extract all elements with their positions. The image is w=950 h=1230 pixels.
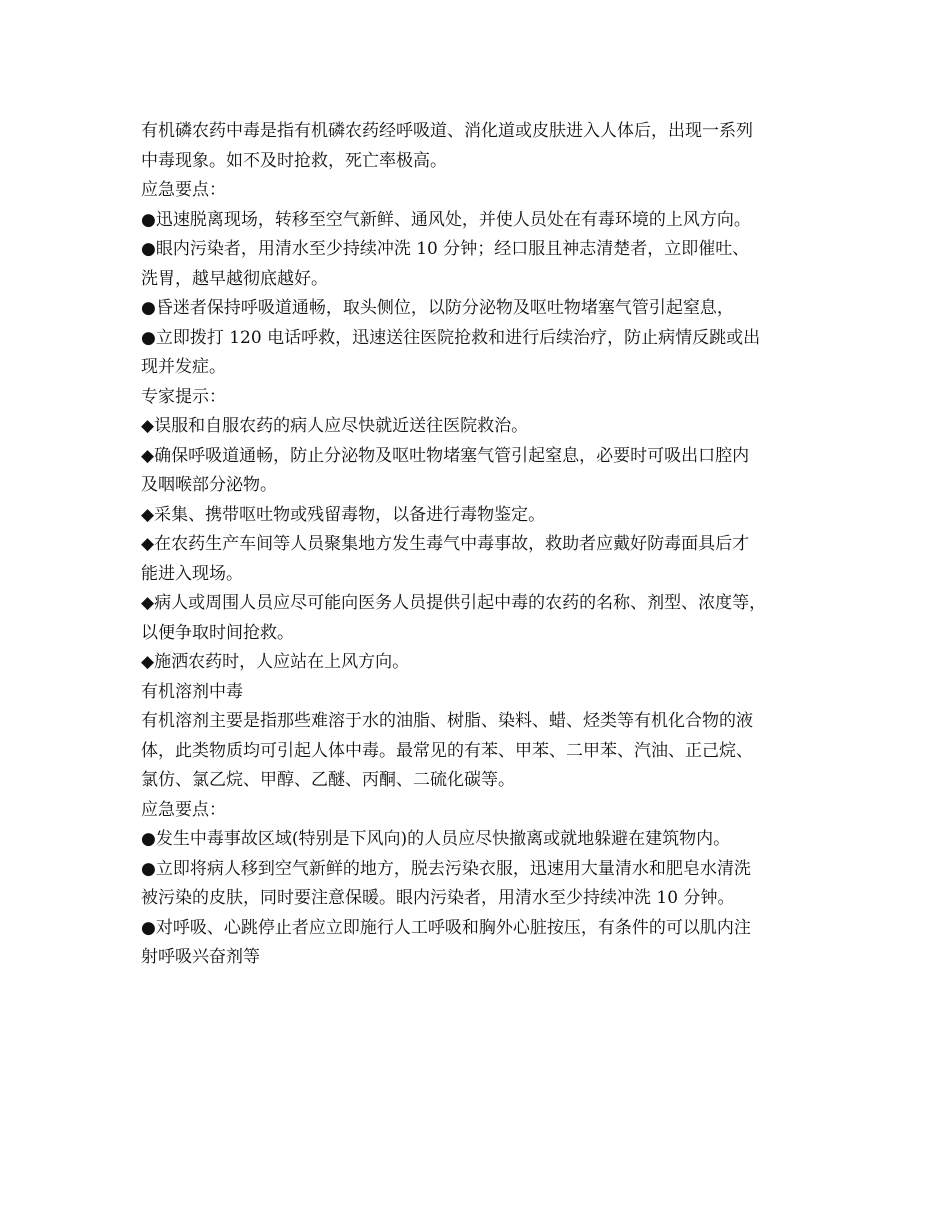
paragraph-line: 体，此类物质均可引起人体中毒。最常见的有苯、甲苯、二甲苯、汽油、正己烷、: [141, 740, 753, 761]
bullet-item-continuation: 射呼吸兴奋剂等: [141, 947, 260, 967]
tip-item: ◆采集、携带呕吐物或残留毒物，以备进行毒物鉴定。: [141, 504, 546, 525]
bullet-item: ●昏迷者保持呼吸道通畅，取头侧位，以防分泌物及呕吐物堵塞气管引起窒息，: [141, 298, 734, 318]
tip-item: ◆病人或周围人员应尽可能向医务人员提供引起中毒的农药的名称、剂型、浓度等，: [141, 593, 767, 613]
section-heading: 应急要点：: [141, 180, 226, 200]
paragraph-line: 有机磷农药中毒是指有机磷农药经呼吸道、消化道或皮肤进入人体后，出现一系列: [141, 121, 753, 141]
bullet-item: ●立即将病人移到空气新鲜的地方，脱去污染衣服，迅速用大量清水和肥皂水清洗: [141, 858, 751, 879]
paragraph-line: 中毒现象。如不及时抢救，死亡率极高。: [141, 150, 447, 171]
bullet-item: ●迅速脱离现场，转移至空气新鲜、通风处，并使人员处在有毒环境的上风方向。: [141, 209, 751, 230]
tip-item-continuation: 以便争取时间抢救。: [141, 622, 294, 643]
bullet-item: ●眼内污染者，用清水至少持续冲洗 10 分钟；经口服且神志清楚者，立即催吐、: [141, 239, 750, 259]
section-heading: 应急要点：: [141, 799, 226, 820]
section-title: 有机溶剂中毒: [141, 681, 243, 702]
bullet-item: ●发生中毒事故区域(特别是下风向)的人员应尽快撤离或就地躲避在建筑物内。: [141, 829, 731, 849]
bullet-item-continuation: 被污染的皮肤，同时要注意保暖。眼内污染者，用清水至少持续冲洗 10 分钟。: [141, 888, 735, 908]
paragraph-line: 有机溶剂主要是指那些难溶于水的油脂、树脂、染料、蜡、烃类等有机化合物的液: [141, 711, 753, 731]
tip-item: ◆误服和自服农药的病人应尽快就近送往医院救治。: [141, 416, 529, 436]
bullet-item-continuation: 洗胃，越早越彻底越好。: [141, 268, 328, 289]
paragraph-line: 氯仿、氯乙烷、甲醇、乙醚、丙酮、二硫化碳等。: [141, 770, 515, 790]
bullet-item: ●立即拨打 120 电话呼救，迅速送往医院抢救和进行后续治疗，防止病情反跳或出: [141, 327, 761, 348]
tip-item: ◆在农药生产车间等人员聚集地方发生毒气中毒事故，救助者应戴好防毒面具后才: [141, 534, 750, 554]
bullet-item-continuation: 现并发症。: [141, 357, 226, 377]
tip-item-continuation: 及咽喉部分泌物。: [141, 475, 277, 495]
section-heading: 专家提示：: [141, 386, 226, 407]
document-body: [141, 117, 831, 973]
bullet-item: ●对呼吸、心跳停止者应立即施行人工呼吸和胸外心脏按压，有条件的可以肌内注: [141, 917, 751, 938]
tip-item: ◆确保呼吸道通畅，防止分泌物及呕吐物堵塞气管引起窒息，必要时可吸出口腔内: [141, 445, 750, 466]
tip-item-continuation: 能进入现场。: [141, 563, 243, 584]
tip-item: ◆施洒农药时，人应站在上风方向。: [141, 652, 410, 672]
